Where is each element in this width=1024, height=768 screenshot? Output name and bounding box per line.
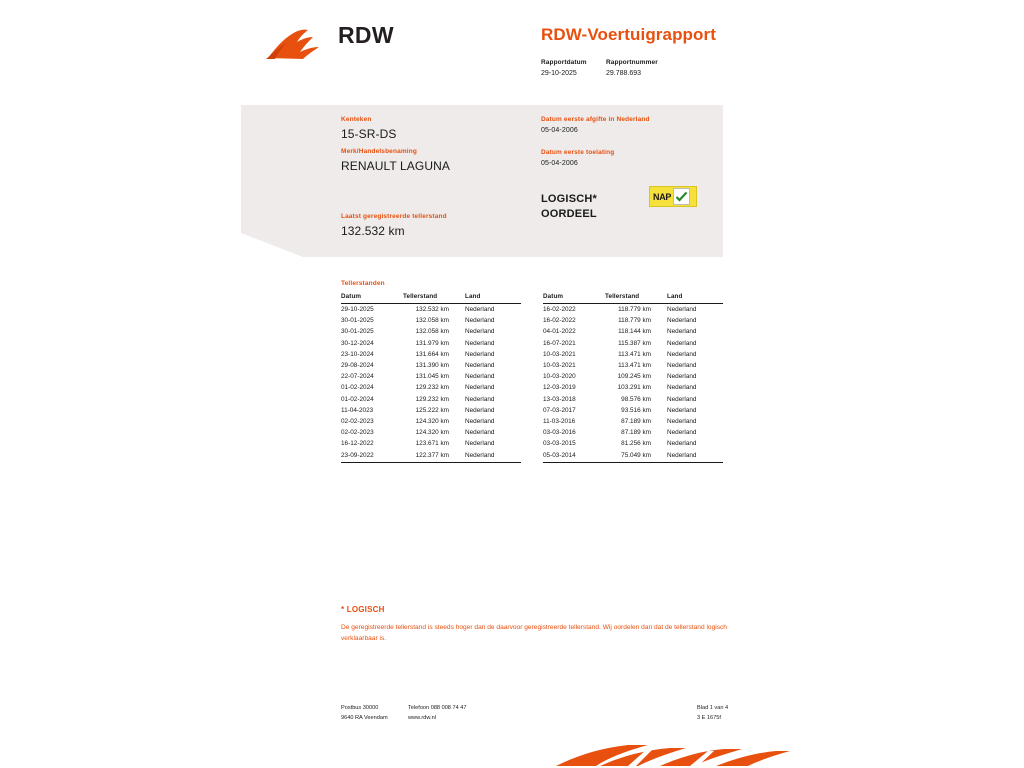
table-row — [543, 315, 723, 326]
table-row — [341, 449, 521, 462]
cell-country: Nederland — [667, 417, 697, 425]
footer-form-code: 3 E 1675f — [697, 715, 721, 721]
field-last-mileage-value: 132.532 km — [341, 224, 405, 238]
cell-mileage: 87.189 km — [621, 417, 651, 425]
mileage-table-right-body — [543, 304, 723, 463]
cell-mileage: 129.232 km — [415, 395, 449, 403]
field-kenteken — [341, 116, 396, 141]
table-row — [543, 326, 723, 337]
table-row — [341, 427, 521, 438]
verdict-text — [541, 192, 597, 222]
cell-date: 12-03-2019 — [543, 384, 576, 392]
cell-country: Nederland — [667, 339, 697, 347]
column-header-country: Land — [667, 293, 723, 304]
table-row — [341, 405, 521, 416]
cell-country: Nederland — [667, 449, 723, 462]
cell-mileage: 131.664 km — [415, 350, 449, 358]
field-first-admission-value: 05-04-2006 — [541, 160, 578, 167]
cell-date: 30-12-2024 — [341, 339, 374, 347]
cell-mileage: 124.320 km — [415, 429, 449, 437]
report-number-label: Rapportnummer — [606, 59, 658, 66]
cell-date: 16-02-2022 — [543, 317, 576, 325]
vehicle-summary-panel — [241, 105, 723, 257]
table-row — [341, 349, 521, 360]
cell-mileage: 118.144 km — [618, 328, 651, 336]
cell-mileage: 75.049 km — [605, 449, 667, 462]
cell-country: Nederland — [667, 395, 697, 403]
field-last-mileage — [341, 213, 447, 238]
cell-date: 01-02-2024 — [341, 384, 374, 392]
cell-country: Nederland — [667, 306, 697, 314]
checkmark-icon — [673, 188, 690, 205]
mileage-table-left — [341, 293, 521, 463]
cell-date: 02-02-2023 — [341, 417, 374, 425]
table-row — [341, 416, 521, 427]
cell-country: Nederland — [465, 339, 495, 347]
table-row — [543, 382, 723, 393]
cell-date: 01-02-2024 — [341, 395, 374, 403]
table-row — [341, 394, 521, 405]
cell-date: 30-01-2025 — [341, 317, 374, 325]
cell-country: Nederland — [667, 373, 697, 381]
cell-date: 10-03-2021 — [543, 350, 576, 358]
cell-country: Nederland — [465, 417, 495, 425]
cell-mileage: 131.390 km — [415, 362, 449, 370]
cell-country: Nederland — [465, 373, 495, 381]
cell-date: 02-02-2023 — [341, 429, 374, 437]
column-header-country: Land — [465, 293, 521, 304]
cell-date: 03-03-2016 — [543, 429, 576, 437]
field-first-registration-nl — [541, 116, 650, 134]
mileage-table-left-body — [341, 304, 521, 463]
table-row — [341, 371, 521, 382]
report-date — [541, 59, 587, 77]
table-row — [543, 304, 723, 316]
cell-mileage: 93.516 km — [621, 406, 651, 414]
cell-country: Nederland — [667, 384, 697, 392]
cell-date: 23-09-2022 — [341, 449, 403, 462]
cell-country: Nederland — [667, 429, 697, 437]
cell-date: 03-03-2015 — [543, 440, 576, 448]
table-header-row — [543, 293, 723, 304]
table-row — [543, 394, 723, 405]
cell-country: Nederland — [465, 350, 495, 358]
cell-mileage: 132.532 km — [415, 306, 449, 314]
table-header-row — [341, 293, 521, 304]
footer-website[interactable]: www.rdw.nl — [408, 715, 436, 721]
mileage-table-right — [543, 293, 723, 463]
field-kenteken-label: Kenteken — [341, 116, 372, 123]
cell-date: 29-08-2024 — [341, 362, 374, 370]
cell-country: Nederland — [667, 317, 697, 325]
cell-date: 13-03-2018 — [543, 395, 576, 403]
column-header-date: Datum — [341, 293, 403, 304]
cell-country: Nederland — [465, 395, 495, 403]
cell-mileage: 123.671 km — [415, 440, 449, 448]
verdict-line-1: LOGISCH* — [541, 193, 597, 205]
cell-date: 16-12-2022 — [341, 440, 374, 448]
cell-country: Nederland — [465, 429, 495, 437]
field-merk-value: RENAULT LAGUNA — [341, 159, 450, 173]
field-last-mileage-label: Laatst geregistreerde tellerstand — [341, 213, 447, 220]
footer-address-line-2: 9640 RA Veendam — [341, 715, 388, 721]
cell-country: Nederland — [667, 406, 697, 414]
cell-date: 07-03-2017 — [543, 406, 576, 414]
cell-date: 22-07-2024 — [341, 373, 374, 381]
cell-mileage: 103.291 km — [617, 384, 651, 392]
cell-mileage: 109.245 km — [617, 373, 651, 381]
field-first-registration-nl-label: Datum eerste afgifte in Nederland — [541, 116, 650, 123]
footnote-body: De geregistreerde tellerstand is steeds hoger dan de daarvoor geregistreerde tellerstand. Wij oordelen dan dat de tellerstand logisch verklaarbaar is. — [341, 624, 727, 642]
cell-mileage: 118.779 km — [618, 306, 651, 314]
table-row — [543, 349, 723, 360]
table-row — [341, 315, 521, 326]
cell-date: 11-03-2016 — [543, 417, 576, 425]
cell-date: 04-01-2022 — [543, 328, 576, 336]
table-row — [543, 416, 723, 427]
cell-mileage: 98.576 km — [621, 395, 651, 403]
table-row — [543, 449, 723, 462]
cell-mileage: 113.471 km — [618, 362, 651, 370]
table-row — [341, 382, 521, 393]
cell-date: 11-04-2023 — [341, 406, 374, 414]
cell-country: Nederland — [465, 306, 495, 314]
cell-mileage: 125.222 km — [415, 406, 449, 414]
report-date-value: 29-10-2025 — [541, 70, 577, 77]
footer-address-line-1: Postbus 30000 — [341, 705, 379, 711]
cell-mileage: 113.471 km — [618, 350, 651, 358]
report-date-label: Rapportdatum — [541, 59, 587, 66]
footer-pagination — [697, 703, 728, 723]
report-number — [606, 59, 658, 77]
cell-date: 10-03-2020 — [543, 373, 576, 381]
cell-country: Nederland — [465, 317, 495, 325]
cell-mileage: 124.320 km — [415, 417, 449, 425]
table-row — [341, 304, 521, 316]
cell-date: 05-03-2014 — [543, 449, 605, 462]
cell-country: Nederland — [465, 449, 521, 462]
cell-mileage: 131.979 km — [415, 339, 449, 347]
cell-mileage: 81.256 km — [621, 440, 651, 448]
column-header-mileage: Tellerstand — [605, 293, 667, 304]
nap-label: NAP — [653, 191, 672, 202]
table-row — [341, 338, 521, 349]
table-row — [543, 405, 723, 416]
cell-country: Nederland — [667, 328, 697, 336]
cell-country: Nederland — [465, 328, 495, 336]
cell-mileage: 132.058 km — [415, 328, 449, 336]
table-row — [543, 438, 723, 449]
table-row — [341, 326, 521, 337]
page-title: RDW-Voertuigrapport — [541, 25, 717, 44]
field-kenteken-value: 15-SR-DS — [341, 127, 397, 141]
table-row — [543, 338, 723, 349]
cell-mileage: 115.387 km — [618, 339, 651, 347]
cell-country: Nederland — [667, 440, 697, 448]
cell-country: Nederland — [465, 440, 495, 448]
footer-address — [341, 703, 388, 723]
cell-date: 16-07-2021 — [543, 339, 576, 347]
footnote-title: * LOGISCH — [341, 605, 385, 614]
cell-date: 29-10-2025 — [341, 306, 374, 314]
cell-country: Nederland — [465, 384, 495, 392]
cell-mileage: 132.058 km — [415, 317, 449, 325]
cell-mileage: 87.189 km — [621, 429, 651, 437]
cell-date: 16-02-2022 — [543, 306, 576, 314]
field-merk-label: Merk/Handelsbenaming — [341, 148, 417, 155]
field-first-admission-label: Datum eerste toelating — [541, 149, 615, 156]
cell-mileage: 122.377 km — [403, 449, 465, 462]
table-row — [543, 427, 723, 438]
rdw-logo-icon — [266, 28, 330, 60]
field-first-admission — [541, 149, 614, 167]
footer-decorative-artwork — [0, 740, 1024, 768]
cell-country: Nederland — [465, 362, 495, 370]
column-header-mileage: Tellerstand — [403, 293, 465, 304]
table-row — [543, 360, 723, 371]
field-first-registration-nl-value: 05-04-2006 — [541, 127, 578, 134]
column-header-date: Datum — [543, 293, 605, 304]
table-row — [341, 360, 521, 371]
cell-country: Nederland — [667, 350, 697, 358]
cell-mileage: 118.779 km — [618, 317, 651, 325]
cell-country: Nederland — [667, 362, 697, 370]
cell-date: 23-10-2024 — [341, 350, 374, 358]
mileage-section-title: Tellerstanden — [341, 280, 385, 287]
brand-name: RDW — [338, 22, 394, 48]
verdict-line-2: OORDEEL — [541, 208, 597, 220]
field-merk — [341, 148, 450, 173]
cell-mileage: 131.045 km — [415, 373, 449, 381]
cell-mileage: 129.232 km — [415, 384, 449, 392]
footer-contact — [408, 703, 466, 723]
nap-badge — [649, 186, 697, 207]
report-number-value: 29.788.693 — [606, 70, 642, 77]
footer-phone: Telefoon 088 008 74 47 — [408, 705, 467, 711]
table-row — [543, 371, 723, 382]
cell-date: 10-03-2021 — [543, 362, 576, 370]
footer-page-number: Blad 1 van 4 — [697, 705, 729, 711]
cell-date: 30-01-2025 — [341, 328, 374, 336]
cell-country: Nederland — [465, 406, 495, 414]
table-row — [341, 438, 521, 449]
